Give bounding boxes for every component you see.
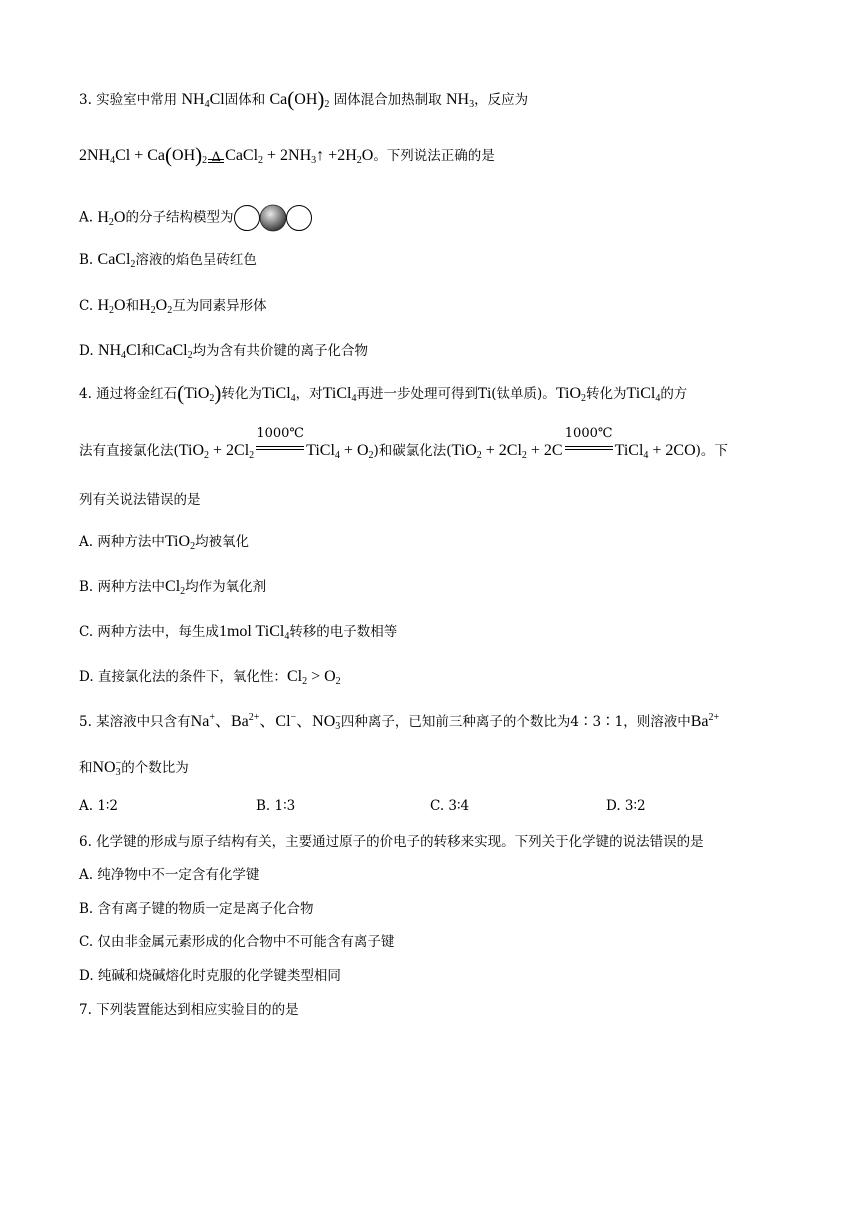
formula-caoh2: $Ca(OH)_2$ [269,87,330,111]
formula-nh4cl: $NH_4Cl$ [181,91,225,110]
q5-option-a[interactable]: A. 1∶2 [79,798,119,814]
q5-stem-line2: 和$NO_3^-$的个数比为 [79,758,189,778]
q6-option-b[interactable]: B. 含有离子键的物质一定是离子化合物 [79,901,314,917]
q3-option-c[interactable]: C. $H_2O$和$H_2O_2$互为同素异形体 [79,297,267,316]
formula-ticl4: TiCl$_4$ [261,385,296,404]
formula-nh3: $NH_3$ [445,91,475,110]
q6-option-d[interactable]: D. 纯碱和烧碱熔化时克服的化学键类型相同 [79,968,341,984]
q4-option-d[interactable]: D. 直接氯化法的条件下，氧化性：$Cl_2 > O_2$ [79,668,341,687]
reaction-condition-1000c: 1000℃ [256,441,304,455]
reaction-condition-1000c: 1000℃ [565,441,613,455]
formula-cacl2: CaCl$_2$ [154,342,193,361]
water-molecule-model-icon [233,204,313,232]
q3-option-b[interactable]: B. CaCl$_2$溶液的焰色呈砖红色 [79,251,257,270]
formula-h2o: $H_2O$ [97,208,126,228]
formula-ticl4: TiCl$_4$ [626,385,661,404]
q4-option-c[interactable]: C. 两种方法中，每生成1mol TiCl$_4$转移的电子数相等 [79,623,398,642]
formula-h2o2: $H_2O_2$ [139,297,173,316]
q3-stem-line1: 3. 实验室中常用 $NH_4Cl$固体和 $Ca(OH)_2$ 固体混合加热制取 $NH_3$，反应为 [79,87,529,111]
q4-stem-line2: 法有直接氯化法($TiO_2 + 2Cl_2$ 1000℃ TiCl$_4$ + $O_2$)和碳氯化法($TiO_2 + 2Cl_2 + 2C$ 1000℃ TiCl$_4$ + 2CO)。下 [79,426,728,461]
q4-option-b[interactable]: B. 两种方法中$Cl_2$均作为氧化剂 [79,578,267,597]
q6-stem: 6. 化学键的形成与原子结构有关，主要通过原子的价电子的转移来实现。下列关于化学键的说法错误的是 [79,834,704,850]
equation-products: CaCl$_2$ + $2NH_3↑ +2H_2O$ [225,147,374,166]
equation-reactants: $2NH_4Cl + Ca(OH)_2$ [79,143,208,167]
q3-option-d[interactable]: D. $NH_4Cl$和CaCl$_2$均为含有共价键的离子化合物 [79,342,369,361]
q7-stem: 7. 下列装置能达到相应实验目的的是 [79,1002,299,1018]
q4-stem-line3: 列有关说法错误的是 [79,492,201,508]
carbochlorination-equation: $TiO_2 + 2Cl_2 + 2C$ [451,442,563,461]
direct-chlorination-equation: $TiO_2 + 2Cl_2$ [178,442,255,461]
q4-option-a[interactable]: A. 两种方法中TiO$_2$均被氧化 [79,533,250,552]
q6-option-c[interactable]: C. 仅由非金属元素形成的化合物中不可能含有离子键 [79,934,395,950]
formula-tio2: TiO$_2$ [555,385,587,404]
q4-stem-line1: 4. 通过将金红石(TiO$_2$)转化为TiCl$_4$，对TiCl$_4$再进一步处理可得到Ti(钛单质)。TiO$_2$转化为TiCl$_4$的方 [79,381,688,405]
q5-option-c[interactable]: C. 3∶4 [430,798,470,814]
formula-nh4cl: $NH_4Cl$ [97,342,142,361]
ion-list: Na+、$Ba^{2+}$、Cl−、$NO_3^-$ [190,712,341,732]
q5-stem-line1: 5. 某溶液中只含有Na+、$Ba^{2+}$、Cl−、$NO_3^-$四种离子，已知前三种离子的个数比为4∶3∶1，则溶液中$Ba^{2+}$ [79,712,720,732]
formula-ticl4: TiCl$_4$ [322,385,357,404]
formula-cacl2: CaCl$_2$ [97,251,136,270]
q5-option-b[interactable]: B. 1∶3 [256,798,296,814]
q6-option-a[interactable]: A. 纯净物中不一定含有化学键 [79,867,260,883]
q5-option-d[interactable]: D. 3∶2 [606,798,646,814]
q3-equation-line: $2NH_4Cl + Ca(OH)_2$ Δ CaCl$_2$ + $2NH_3↑ +2H_2O$。下列说法正确的是 [79,143,495,167]
q3-option-a[interactable]: A. $H_2O$的分子结构模型为 [79,204,313,232]
formula-tio2: (TiO$_2$) [177,381,222,405]
formula-h2o: $H_2O$ [97,297,126,316]
